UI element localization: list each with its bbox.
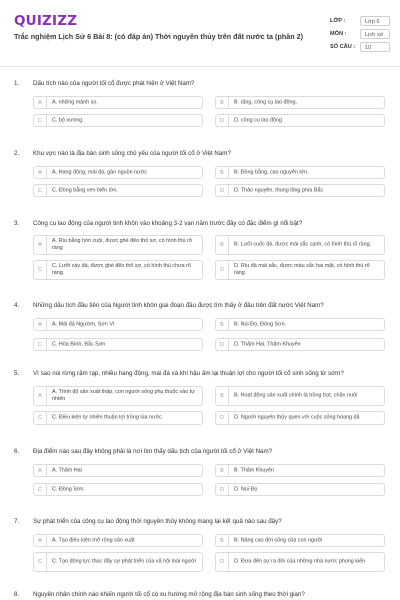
question-number: 8. bbox=[14, 591, 20, 598]
option-text: D. Thảo nguyên, thung lũng phía Bắc bbox=[234, 187, 324, 193]
question-text: Công cụ lao động của người tinh khôn vào khoảng 3-2 vạn năm trước đây có đặc điểm gì nổi bật? bbox=[33, 220, 303, 227]
option-letter: A bbox=[34, 465, 47, 476]
option-b[interactable] bbox=[215, 534, 385, 547]
option-text: A. Hang động, mái đá, gần nguồn nước bbox=[52, 169, 147, 175]
option-text: D. Rìu đá mài sắc, được màu sắc hai mặt, có hình thù rõ ràng bbox=[234, 263, 370, 276]
option-text: B. Thẩm Khuyên bbox=[234, 467, 275, 473]
option-text: B. răng, công cụ lao động, bbox=[234, 99, 297, 105]
option-letter: A bbox=[34, 535, 47, 546]
option-a[interactable] bbox=[33, 464, 203, 477]
option-d[interactable] bbox=[215, 260, 385, 280]
question-text: Nguyên nhân chính nào khiến người tối cổ có xu hướng mở rộng địa bàn sinh sống theo thời gian? bbox=[33, 591, 305, 598]
option-letter: D bbox=[216, 412, 229, 424]
question-number: 5. bbox=[14, 370, 20, 377]
option-letter: A bbox=[34, 167, 47, 178]
question-number: 4. bbox=[14, 302, 20, 309]
option-text: C. bộ xương. bbox=[52, 117, 84, 123]
option-text: B. Nâng cao đời sống của con người bbox=[234, 537, 323, 543]
option-b[interactable] bbox=[215, 166, 385, 179]
question-text: Sự phát triển của công cụ lao động thời nguyên thủy không mang lại kết quả nào sau đây? bbox=[33, 518, 282, 525]
option-letter: D bbox=[216, 115, 229, 126]
question-text: Địa điểm nào sau đây không phải là nơi tìm thấy dấu tích của người tối cổ ở Việt Nam? bbox=[33, 448, 273, 455]
option-d[interactable] bbox=[215, 411, 385, 425]
option-text: C. Đồng Sơn. bbox=[52, 486, 85, 492]
question-number: 2. bbox=[14, 150, 20, 157]
option-letter: C bbox=[34, 261, 47, 279]
option-letter: B bbox=[216, 236, 229, 254]
question-text: Những dấu tích đầu tiên của Người tinh khôn giai đoạn đầu được tìm thấy ở đâu trên đất nước Việt Nam? bbox=[33, 302, 324, 309]
option-d[interactable] bbox=[215, 184, 385, 197]
option-text: A. Trình độ sản xuất thấp, con người sống phụ thuộc vào tự nhiên bbox=[52, 389, 195, 402]
option-letter: C bbox=[34, 115, 47, 126]
question-number: 7. bbox=[14, 518, 20, 525]
option-c[interactable] bbox=[33, 260, 203, 280]
option-text: C. Hòa Bình, Bắc Sơn bbox=[52, 341, 106, 347]
option-a[interactable] bbox=[33, 386, 203, 406]
option-b[interactable] bbox=[215, 464, 385, 477]
meta-row-count bbox=[330, 40, 390, 53]
option-c[interactable] bbox=[33, 184, 203, 197]
option-text: C. Đồng bằng ven biển lớn. bbox=[52, 187, 118, 193]
option-letter: B bbox=[216, 387, 229, 405]
option-a[interactable] bbox=[33, 534, 203, 547]
option-c[interactable] bbox=[33, 552, 203, 572]
meta-label-subject: MÔN : bbox=[330, 30, 347, 37]
option-letter: A bbox=[34, 319, 47, 330]
option-text: C. Lưỡi cày đá, được ghè đẽo thô sơ, có hình thù chưa rõ ràng. bbox=[52, 263, 191, 276]
option-letter: D bbox=[216, 339, 229, 350]
option-d[interactable] bbox=[215, 552, 385, 572]
option-b[interactable] bbox=[215, 235, 385, 255]
option-letter: B bbox=[216, 97, 229, 108]
option-c[interactable] bbox=[33, 483, 203, 496]
option-letter: C bbox=[34, 553, 47, 571]
option-letter: D bbox=[216, 185, 229, 196]
option-text: D. Người nguyên thủy quen với cuộc sống hoang dã bbox=[234, 414, 360, 421]
option-text: D. Thẩm Hai, Thẩm Khuyên bbox=[234, 341, 301, 347]
question-number: 1. bbox=[14, 80, 20, 87]
option-text: C. Tạo động lực thúc đẩy sự phát triển của xã hội loài người bbox=[52, 558, 197, 565]
meta-value-count: 10 bbox=[360, 42, 390, 52]
meta-row-class bbox=[330, 14, 390, 27]
meta-label-count: SỐ CÂU : bbox=[330, 43, 356, 50]
option-letter: B bbox=[216, 465, 229, 476]
option-letter: B bbox=[216, 319, 229, 330]
option-a[interactable] bbox=[33, 235, 203, 255]
option-letter: C bbox=[34, 339, 47, 350]
question-text: Vì sao núi rừng rậm rạp, nhiều hang động, mái đá và khí hậu ấm lại thuận lợi cho người tối cổ sinh sống từ sớm? bbox=[33, 370, 344, 377]
worksheet-meta bbox=[330, 14, 390, 53]
option-text: B. Đồng bằng, cao nguyên lớn. bbox=[234, 169, 309, 175]
option-text: D. Núi Đọ bbox=[234, 486, 258, 492]
option-text: C. Điều kiện tự nhiên thuận lợi trồng lúa nước bbox=[52, 414, 162, 421]
option-letter: B bbox=[216, 167, 229, 178]
option-letter: D bbox=[216, 484, 229, 495]
option-text: B. Lưỡi cuốc đá, được mài sắc cạnh, có hình thù rõ ràng. bbox=[234, 241, 372, 248]
option-letter: A bbox=[34, 387, 47, 405]
question-number: 6. bbox=[14, 448, 20, 455]
meta-value-class: Lớp 6 bbox=[360, 16, 390, 26]
question-text: Dấu tích nào của người tối cổ được phát hiện ở Việt Nam? bbox=[33, 80, 195, 87]
option-text: D. công cụ lao động bbox=[234, 117, 282, 123]
option-letter: C bbox=[34, 412, 47, 424]
option-text: A. Mái đá Ngườm, Sơn Vi bbox=[52, 321, 115, 327]
option-text: A. những mảnh sọ. bbox=[52, 99, 98, 105]
option-letter: C bbox=[34, 185, 47, 196]
option-c[interactable] bbox=[33, 338, 203, 351]
meta-label-class: LỚP : bbox=[330, 17, 346, 24]
option-a[interactable] bbox=[33, 318, 203, 331]
option-text: A. Thẩm Hai bbox=[52, 467, 82, 473]
quizizz-logo: QUIZIZZ bbox=[14, 13, 78, 29]
option-b[interactable] bbox=[215, 386, 385, 406]
option-text: A. Rìu bằng hòn cuội, được ghè đẽo thô sơ, có hình thù rõ ràng bbox=[52, 238, 192, 251]
worksheet-header bbox=[0, 0, 400, 67]
meta-row-subject bbox=[330, 27, 390, 40]
option-letter: C bbox=[34, 484, 47, 495]
option-letter: D bbox=[216, 261, 229, 279]
option-text: D. Đưa đến sự ra đời của những nhà nước phong kiến bbox=[234, 558, 366, 565]
meta-value-subject: Lịch sử bbox=[360, 29, 390, 39]
option-a[interactable] bbox=[33, 96, 203, 109]
option-letter: A bbox=[34, 97, 47, 108]
question-text: Khu vực nào là địa bàn sinh sống chủ yếu của người tối cổ ở Việt Nam? bbox=[33, 150, 231, 157]
option-a[interactable] bbox=[33, 166, 203, 179]
option-b[interactable] bbox=[215, 318, 385, 331]
option-letter: B bbox=[216, 535, 229, 546]
option-d[interactable] bbox=[215, 483, 385, 496]
option-text: B. Núi Đọ, Đông Sơn. bbox=[234, 321, 287, 327]
option-d[interactable] bbox=[215, 114, 385, 127]
option-c[interactable] bbox=[33, 411, 203, 425]
option-b[interactable] bbox=[215, 96, 385, 109]
option-text: A. Tạo điều kiện mở rộng sản xuất bbox=[52, 537, 135, 543]
option-d[interactable] bbox=[215, 338, 385, 351]
question-number: 3. bbox=[14, 220, 20, 227]
option-letter: D bbox=[216, 553, 229, 571]
option-text: B. Hoạt động sản xuất chính là trồng trọt, chăn nuôi bbox=[234, 392, 358, 399]
worksheet-title: Trắc nghiệm Lịch Sử 6 Bài 8: (có đáp án) Thời nguyên thủy trên đất nước ta (phần 2) bbox=[14, 32, 303, 41]
option-c[interactable] bbox=[33, 114, 203, 127]
option-letter: A bbox=[34, 236, 47, 254]
